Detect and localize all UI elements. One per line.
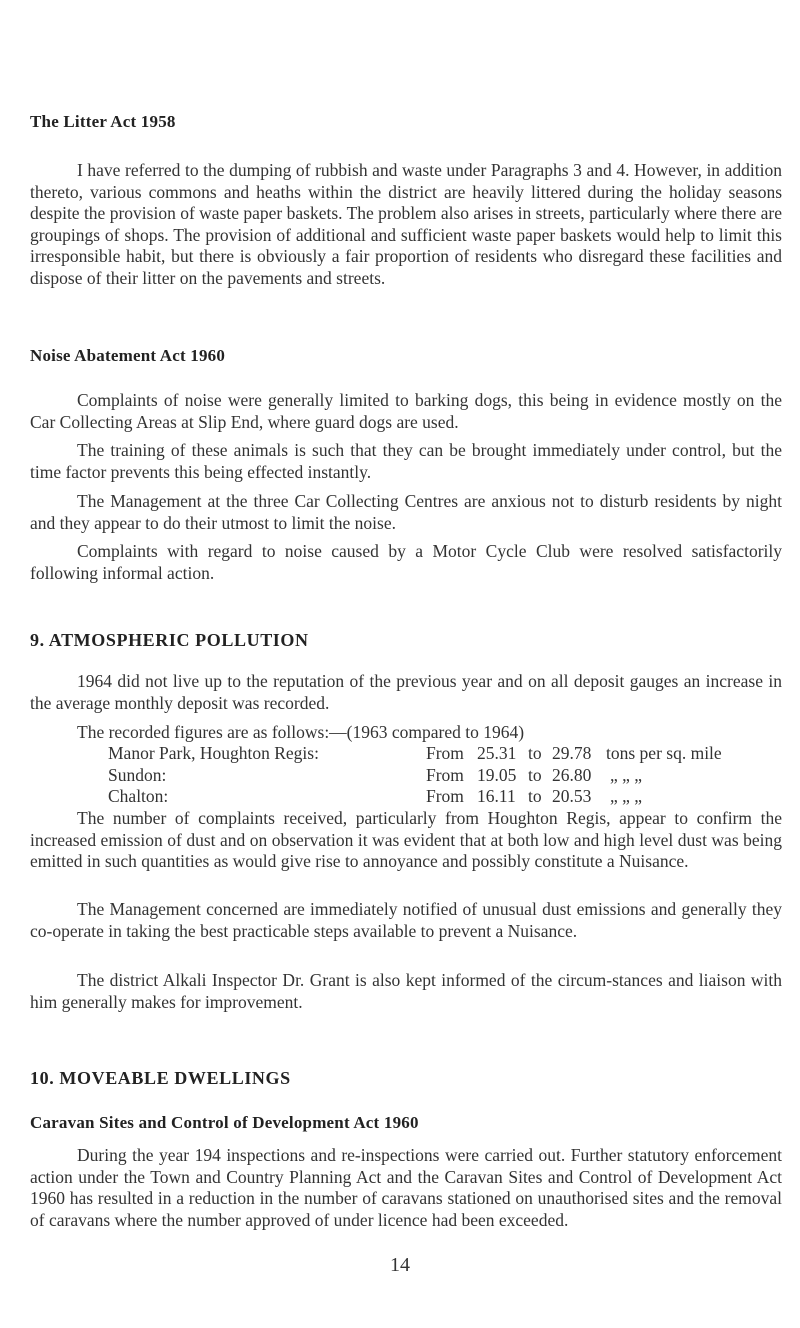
atmospheric-pollution-heading: 9. ATMOSPHERIC POLLUTION (30, 630, 309, 650)
row-unit: tons per sq. mile (606, 743, 722, 763)
row-place: Sundon: (108, 765, 167, 785)
row-to-value: 29.78 (552, 743, 592, 763)
row-from-value: 25.31 (477, 743, 517, 763)
row-unit: „ „ „ (610, 765, 643, 785)
atmospheric-paragraph-1: 1964 did not live up to the reputation of the previous year and on all deposit gauges an increase in the average monthly deposit was recorded. (30, 671, 782, 713)
figures-intro: The recorded figures are as follows:—(1963 compared to 1964) (77, 722, 525, 742)
row-place: Manor Park, Houghton Regis: (108, 743, 319, 763)
atmospheric-paragraph-2: The number of complaints received, particularly from Houghton Regis, appear to confirm the increased emission of dust and on observation it was evident that at both low and high level dust was being emitted in such quantities as would give rise to annoyance and possibly constitute a Nuisance. (30, 808, 782, 871)
litter-act-paragraph: I have referred to the dumping of rubbish and waste under Paragraphs 3 and 4. However, in addition thereto, various commons and heaths within the district are heavily littered during the holiday seasons despite the provision of waste paper baskets. The problem also arises in streets, particularly where there are groupings of shops. The provision of additional and sufficient waste paper baskets would help to limit this irresponsible habit, but there is obviously a fair proportion of residents who disregard these facilities and dispose of their litter on the pavements and streets. (30, 160, 782, 288)
row-to-label: to (528, 765, 542, 785)
row-to-value: 26.80 (552, 765, 592, 785)
caravan-sites-subheading: Caravan Sites and Control of Development Act 1960 (30, 1113, 419, 1132)
row-from-value: 16.11 (477, 786, 516, 806)
noise-abatement-heading: Noise Abatement Act 1960 (30, 346, 226, 365)
row-place: Chalton: (108, 786, 169, 806)
row-to-label: to (528, 743, 542, 763)
row-to-label: to (528, 786, 542, 806)
noise-paragraph-4: Complaints with regard to noise caused by a Motor Cycle Club were resolved satisfactorily following informal action. (30, 541, 782, 583)
noise-paragraph-3: The Management at the three Car Collecting Centres are anxious not to disturb residents by night and they appear to do their utmost to limit the noise. (30, 491, 782, 533)
row-from-label: From (426, 765, 464, 785)
row-to-value: 20.53 (552, 786, 592, 806)
row-from-value: 19.05 (477, 765, 517, 785)
moveable-paragraph-1: During the year 194 inspections and re-inspections were carried out. Further statutory enforcement action under the Town and Country Planning Act and the Caravan Sites and Control of Development Act 1960 has resulted in a reduction in the number of caravans stationed on unauthorised sites and the removal of caravans where the number approved of under licence had been exceeded. (30, 1145, 782, 1230)
atmospheric-paragraph-3: The Management concerned are immediately notified of unusual dust emissions and generally they co-operate in taking the best practicable steps available to prevent a Nuisance. (30, 899, 782, 941)
row-from-label: From (426, 786, 464, 806)
atmospheric-paragraph-4: The district Alkali Inspector Dr. Grant is also kept informed of the circum-stances and liaison with him generally makes for improvement. (30, 970, 782, 1012)
noise-paragraph-1: Complaints of noise were generally limited to barking dogs, this being in evidence mostly on the Car Collecting Areas at Slip End, where guard dogs are used. (30, 390, 782, 432)
row-from-label: From (426, 743, 464, 763)
row-unit: „ „ „ (610, 786, 643, 806)
moveable-dwellings-heading: 10. MOVEABLE DWELLINGS (30, 1068, 291, 1088)
noise-paragraph-2: The training of these animals is such that they can be brought immediately under control, but the time factor prevents this being effected instantly. (30, 440, 782, 482)
litter-act-heading: The Litter Act 1958 (30, 112, 176, 131)
page-number: 14 (390, 1254, 410, 1276)
